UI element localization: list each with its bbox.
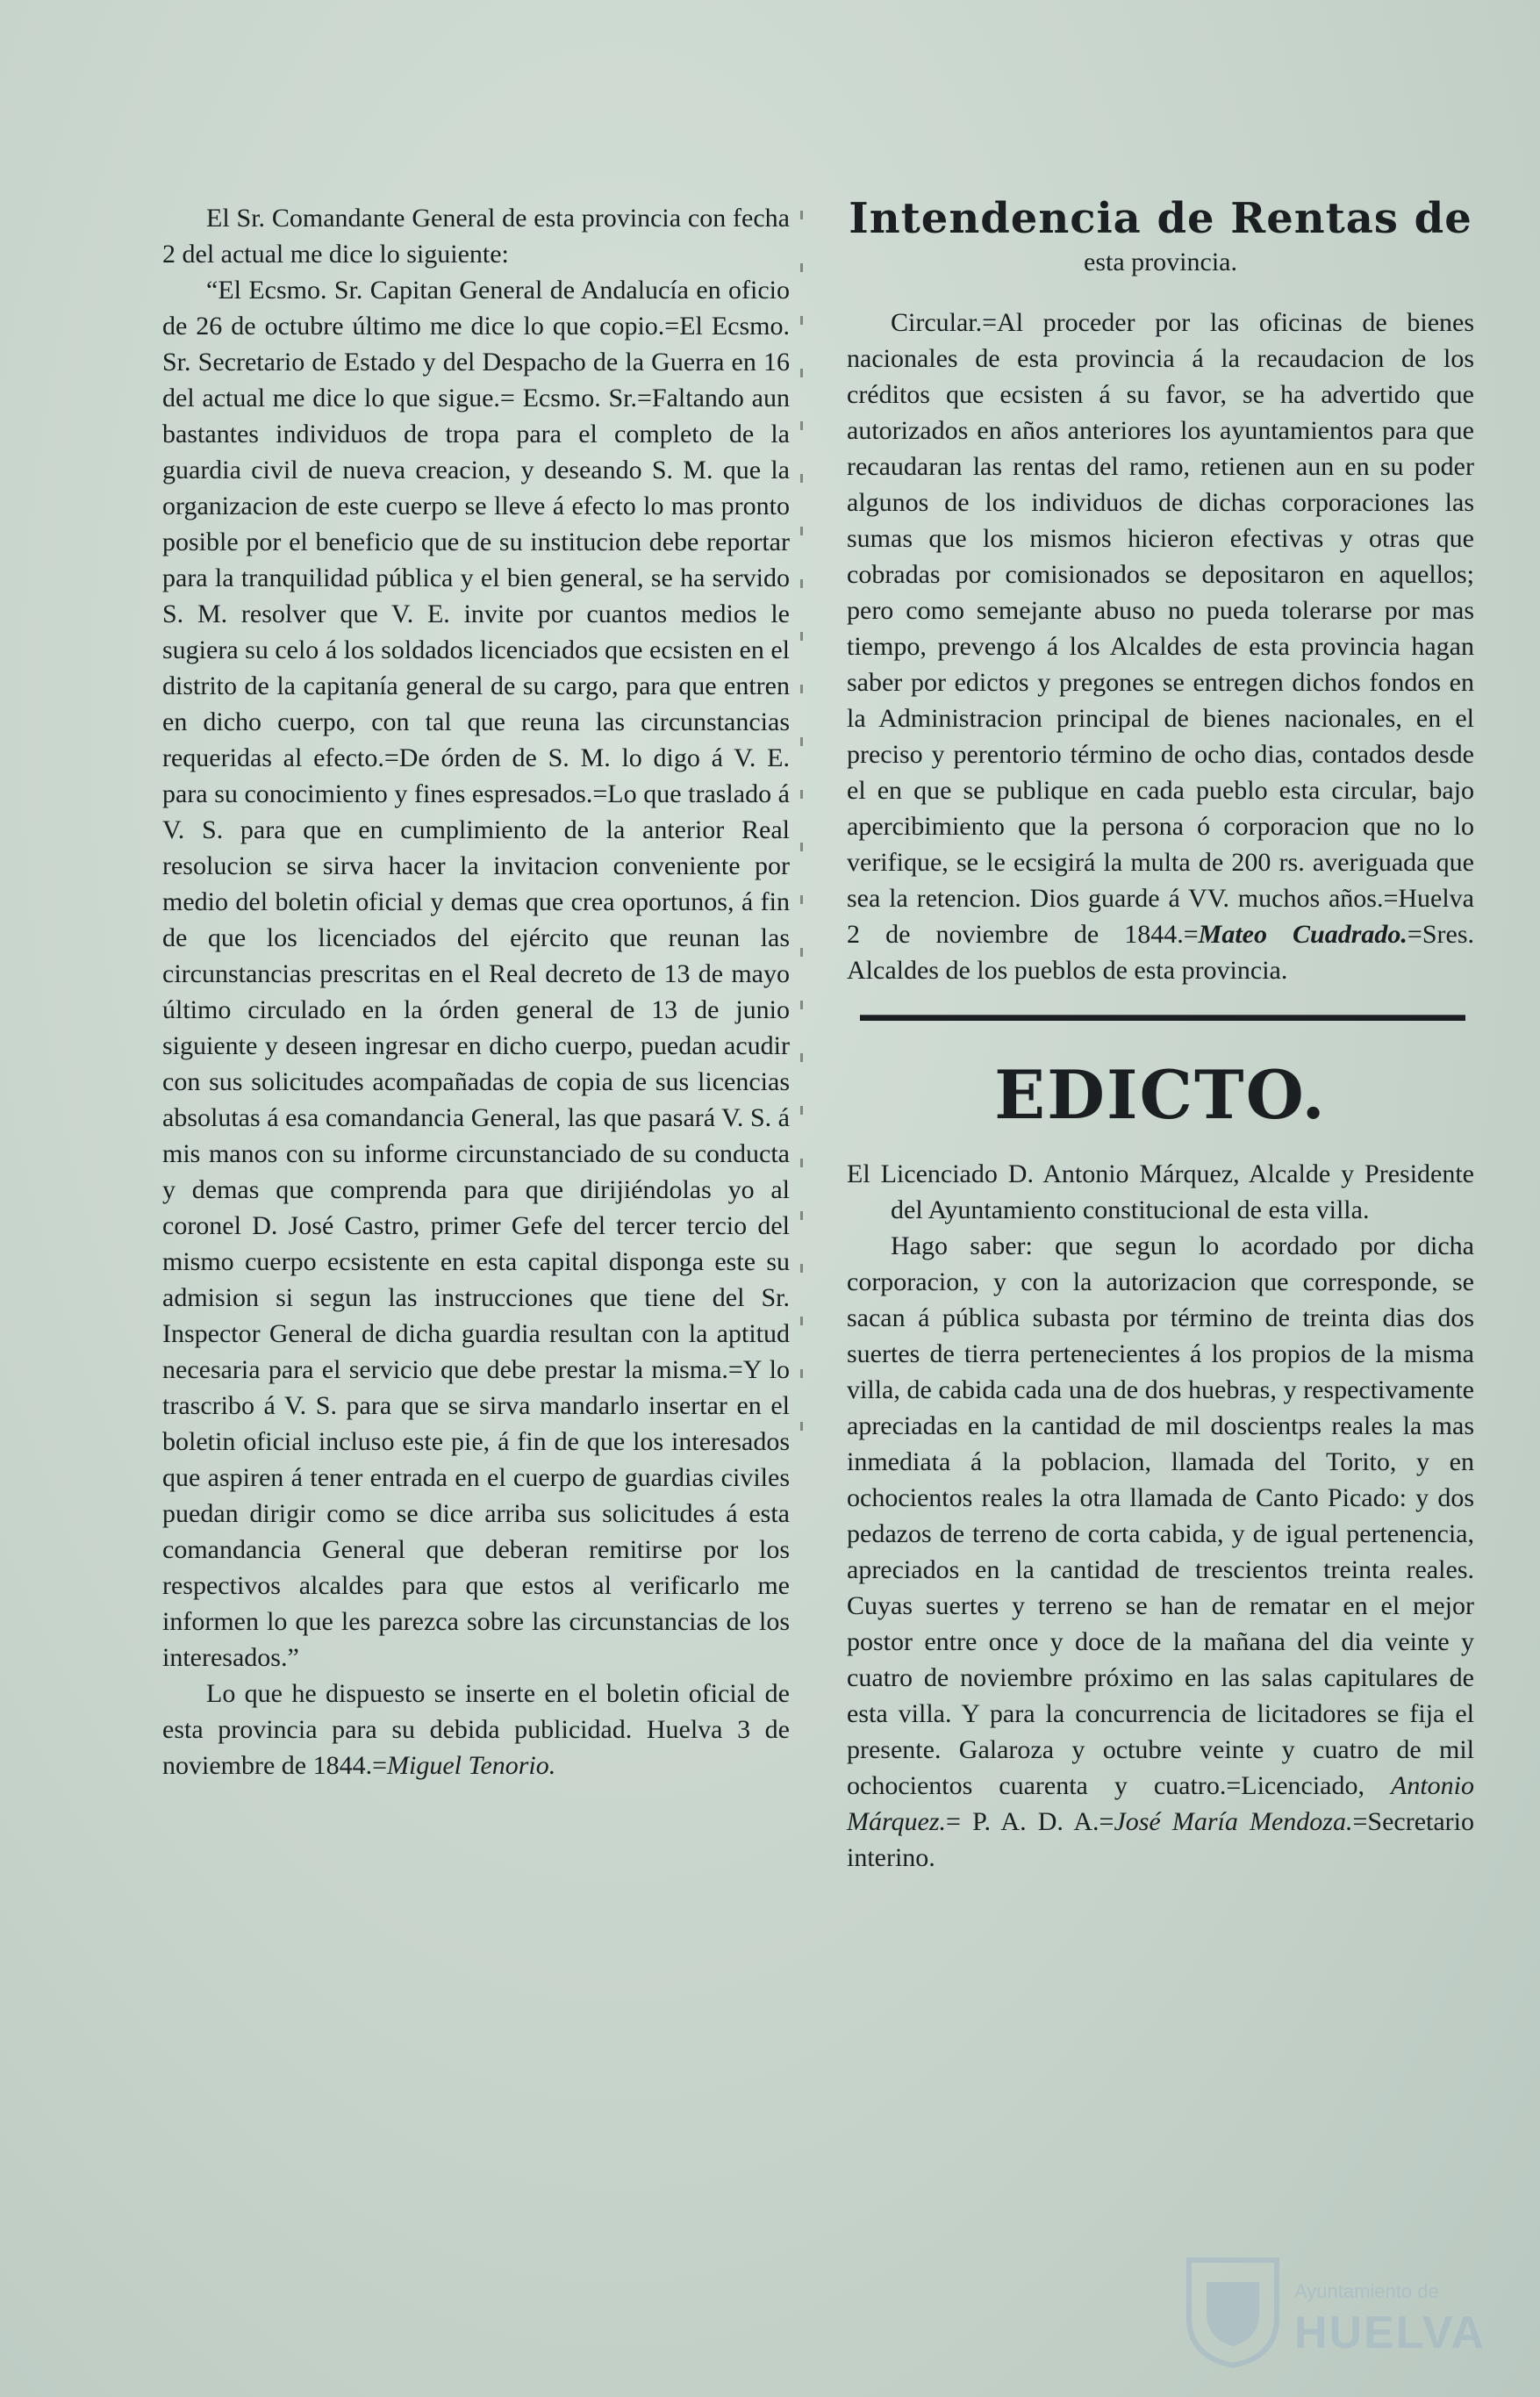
column-divider [800,211,803,1439]
left-intro-paragraph: El Sr. Comandante General de esta provincia con fecha 2 del actual me dice lo siguiente: [162,204,790,269]
edicto-body-paragraph [847,1228,1474,1876]
left-quoted-paragraph: “El Ecsmo. Sr. Capitan General de Andalucía en oficio de 26 de octubre último me dice lo que copio.=El Ecsmo. Sr. Secretario de Estado y del Despacho de la Guerra en 16 del actual me dice lo que sigue.= Ecsmo. Sr.=Faltando aun bastantes individuos de tropa para el completo de la guardia civil de nueva creacion, y deseando S. M. que la organizacion de este cuerpo se lleve á efecto lo mas pronto posible por el beneficio que de su institucion debe reportar para la tranquilidad pública y el bien general, se ha servido S. M. resolver que V. E. invite por cuantos medios le sugiera su celo á los soldados licenciados que ecsisten en el distrito de la capitanía general de su cargo, para que entren en dicho cuerpo, con tal que reuna las circunstancias requeridas al efecto.=De órden de S. M. lo digo á V. E. para su conocimiento y fines espresados.=Lo que traslado á V. S. para que en cumplimiento de la anterior Real resolucion se sirva hacer la invitacion conveniente por medio del boletin oficial y demas que crea oportunos, á fin de que los licenciados del ejército que reunan las circunstancias prescritas en el Real decreto de 13 de mayo último circulado en la órden general de 13 de junio siguiente y deseen ingresar en dicho cuerpo, puedan acudir con sus solicitudes acompañadas de copia de sus licencias absolutas á esa comandancia General, las que pasará V. S. á mis manos con su informe circunstanciado de su conducta y demas que comprenda para que dirijiéndolas yo al coronel D. José Castro, primer Gefe del tercer tercio del mismo cuerpo ecsistente en esta capital disponga este su admision si segun las instrucciones que tiene del Sr. Inspector General de dicha guardia resultan con la aptitud necesaria para el servicio que debe prestar la misma.=Y lo trascribo á V. S. para que se sirva mandarlo insertar en el boletin oficial incluso este pie, á fin de que los interesados que aspiren á tener entrada en el cuerpo de guardias civiles puedan dirigir como se dice arriba sus solicitudes á esta comandancia General que deberan remitirse por los respectivos alcaldes para que estos al verificarlo me informen lo que les parezca sobre las circunstancias de los interesados.” [162,276,790,1672]
intendencia-signature: Mateo Cuadrado. [1198,920,1407,949]
watermark-line1: Ayuntamiento de [1294,2280,1439,2302]
edicto-middle: = P. A. D. A.= [946,1807,1114,1836]
left-signature: Miguel Tenorio. [387,1751,556,1780]
watermark-line2: HUELVA [1294,2307,1486,2358]
edicto-signature-alcalde: Antonio Márquez. [847,1771,1474,1836]
left-closing-paragraph [162,1676,790,1783]
intendencia-body: Circular.=Al proceder por las oficinas de bienes nacionales de esta provincia á la recaudacion de los créditos que ecsisten á su favor, se ha advertido que autorizados en años anteriores los ayuntamientos para que recaudaran las rentas del ramo, retienen aun en su poder algunos de los individuos de dichas corporaciones las sumas que los mismos hicieron efectivas y otras que cobradas por comisionados se depositaron en aquellos; pero como semejante abuso no pueda tolerarse por mas tiempo, prevengo á los Alcaldes de esta provincia hagan saber por edictos y pregones se entregen dichos fondos en la Administracion principal de bienes nacionales, en el preciso y perentorio término de ocho dias, contados desde el en que se publique en cada pueblo esta circular, bajo apercibimiento que la persona ó corporacion que no lo verifique, se le ecsigirá la multa de 200 rs. averiguada que sea la retencion. Dios guarde á VV. muchos años.=Huelva 2 de noviembre de 1844.= [847,308,1474,949]
intendencia-circular [847,305,1474,988]
edicto-ending: =Secretario interino. [847,1807,1474,1872]
intendencia-closing: =Sres. Alcaldes de los pueblos de esta provincia. [847,920,1475,985]
edicto-heading: El Licenciado D. Antonio Márquez, Alcalde y Presidente del Ayuntamiento constitucional de esta villa. [847,1159,1474,1224]
edicto-title: EDICTO. [994,1056,1327,1134]
right-column [847,193,1474,1876]
edicto-body: Hago saber: que segun lo acordado por dicha corporacion, y con la autorizacion que corresponde, se sacan á pública subasta por término de treinta dias dos suertes de tierra pertenecientes á los propios de la misma villa, de cabida cada una de dos huebras, y respectivamente apreciadas en la cantidad de mil doscientps reales la mas inmediata á la poblacion, llamada del Torito, y en ochocientos reales la otra llamada de Canto Picado: y dos pedazos de terreno de corta cabida, y de igual pertenencia, apreciados en la cantidad de trescientos treinta reales. Cuyas suertes y terreno se han de rematar en el mejor postor entre once y doce de la mañana del dia veinte y cuatro de noviembre próximo en las salas capitulares de esta villa. Y para la concurrencia de licitadores se fija el presente. Galaroza y octubre veinte y cuatro de mil ochocientos cuarenta y cuatro.=Licenciado, [847,1231,1474,1800]
intendencia-title: Intendencia de Rentas de [849,194,1472,243]
section-rule [860,1015,1465,1021]
left-closing-text: Lo que he dispuesto se inserte en el boletin oficial de esta provincia para su debida publicidad. Huelva 3 de noviembre de 1844.= [162,1679,790,1780]
intendencia-subtitle: esta provincia. [1084,248,1237,276]
left-column [162,200,790,1783]
shield-icon [1180,2256,1286,2370]
edicto-signature-secretario: José María Mendoza. [1114,1807,1353,1836]
ayuntamiento-watermark [1180,2256,1486,2370]
